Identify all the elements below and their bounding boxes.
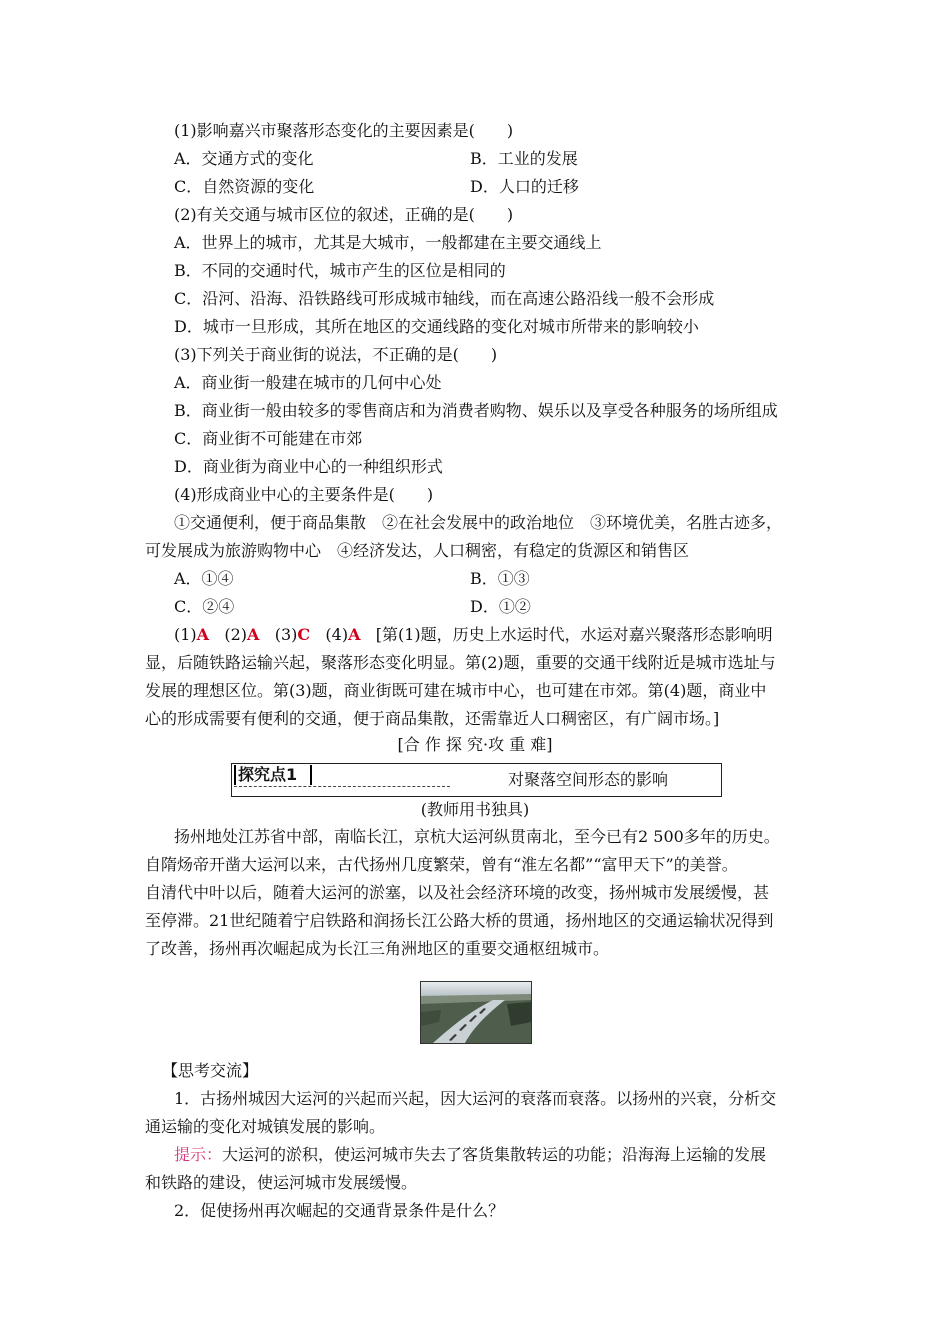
teacher-note: (教师用书独具) (420, 800, 530, 819)
answer-explanation-line-4: 心的形成需要有便利的交通，便于商品集散，还需靠近人口稠密区，有广阔市场。] (145, 709, 720, 728)
answer-1-value: A (196, 625, 210, 644)
question-3-stem: (3)下列关于商业街的说法，不正确的是( ) (174, 345, 498, 364)
answer-4-value: A (348, 625, 361, 644)
passage-line-1: 扬州地处江苏省中部，南临长江，京杭大运河纵贯南北，至今已有2 500多年的历史。 (174, 827, 780, 846)
question-3-option-d: D．商业街为商业中心的一种组织形式 (174, 457, 443, 476)
discussion-question-1-line-2: 通运输的变化对城镇发展的影响。 (145, 1117, 386, 1136)
question-2-stem: (2)有关交通与城市区位的叙述，正确的是( ) (174, 205, 514, 224)
question-1-option-c: C．自然资源的变化 (174, 177, 315, 196)
question-4-conditions-line1: ①交通便利，便于商品集散 ②在社会发展中的政治地位 ③环境优美，名胜古迹多， (174, 513, 783, 532)
question-2-option-d: D．城市一旦形成，其所在地区的交通线路的变化对城市所带来的影响较小 (174, 317, 699, 336)
answer-4-number: (4) (325, 625, 349, 644)
question-1-option-b: B．工业的发展 (470, 149, 578, 168)
passage-line-3: 自清代中叶以后，随着大运河的淤塞，以及社会经济环境的改变，扬州城市发展缓慢，甚 (145, 883, 770, 902)
answer-3-number: (3) (274, 625, 298, 644)
passage-line-5: 了改善，扬州再次崛起成为长江三角洲地区的重要交通枢纽城市。 (145, 939, 610, 958)
answer-1-number: (1) (174, 625, 197, 644)
question-4-option-d: D．①② (470, 597, 531, 616)
question-3-option-a: A．商业街一般建在城市的几何中心处 (174, 373, 442, 392)
question-4-option-c: C．②④ (174, 597, 235, 616)
question-1-option-d: D．人口的迁移 (470, 177, 579, 196)
answer-3-value: C (297, 625, 311, 644)
explore-point-divider (234, 786, 450, 787)
grand-canal-photo (420, 981, 532, 1044)
question-3-option-b: B．商业街一般由较多的零售商店和为消费者购物、娱乐以及享受各种服务的场所组成 (174, 401, 778, 420)
hint-line-1 (174, 1144, 766, 1166)
grand-canal-photo-graphic (421, 982, 531, 1043)
answer-2-value: A (247, 625, 260, 644)
explore-point-box (231, 763, 722, 797)
hint-label: 提示： (174, 1145, 223, 1164)
discussion-question-2: 2．促使扬州再次崛起的交通背景条件是什么？ (174, 1201, 505, 1220)
answer-explanation-line-3: 发展的理想区位。第(3)题，商业街既可建在城市中心，也可建在市郊。第(4)题，商业中 (145, 681, 767, 700)
hint-line-2: 和铁路的建设，使运河城市发展缓慢。 (145, 1173, 418, 1192)
question-4-stem: (4)形成商业中心的主要条件是( ) (174, 485, 434, 504)
question-2-option-c: C．沿河、沿海、沿铁路线可形成城市轴线，而在高速公路沿线一般不会形成 (174, 289, 715, 308)
passage-line-4: 至停滞。21世纪随着宁启铁路和润扬长江公路大桥的贯通，扬州地区的交通运输状况得到 (145, 911, 774, 930)
explore-point-title: 对聚落空间形态的影响 (508, 770, 669, 789)
discussion-heading: 【思考交流】 (162, 1061, 259, 1080)
question-2-option-b: B．不同的交通时代，城市产生的区位是相同的 (174, 261, 506, 280)
question-1-option-a: A．交通方式的变化 (174, 149, 314, 168)
discussion-question-1-line-1: 1．古扬州城因大运河的兴起而兴起，因大运河的衰落而衰落。以扬州的兴衰，分析交 (174, 1089, 777, 1108)
answer-explanation-start: [第(1)题，历史上水运时代，水运对嘉兴聚落形态影响明 (375, 625, 773, 644)
section-header: [合 作 探 究·攻 重 难] (397, 735, 553, 754)
question-4-option-a: A．①④ (174, 569, 234, 588)
hint-text-1: 大运河的淤积，使运河城市失去了客货集散转运的功能；沿海海上运输的发展 (222, 1145, 767, 1164)
question-1-stem: (1)影响嘉兴市聚落形态变化的主要因素是( ) (174, 121, 514, 140)
answer-2-number: (2) (224, 625, 248, 644)
passage-line-2: 自隋炀帝开凿大运河以来，古代扬州几度繁荣，曾有“淮左名都”“富甲天下”的美誉。 (145, 855, 738, 874)
question-2-option-a: A．世界上的城市，尤其是大城市，一般都建在主要交通线上 (174, 233, 602, 252)
question-4-conditions-line2: 可发展成为旅游购物中心 ④经济发达，人口稠密，有稳定的货源区和销售区 (145, 541, 690, 560)
explore-point-tag: 探究点1 (234, 765, 312, 785)
answer-line-1 (174, 624, 773, 646)
question-3-option-c: C．商业街不可能建在市郊 (174, 429, 363, 448)
answer-explanation-line-2: 显，后随铁路运输兴起，聚落形态变化明显。第(2)题，重要的交通干线附近是城市选址与 (145, 653, 776, 672)
question-4-option-b: B．①③ (470, 569, 530, 588)
